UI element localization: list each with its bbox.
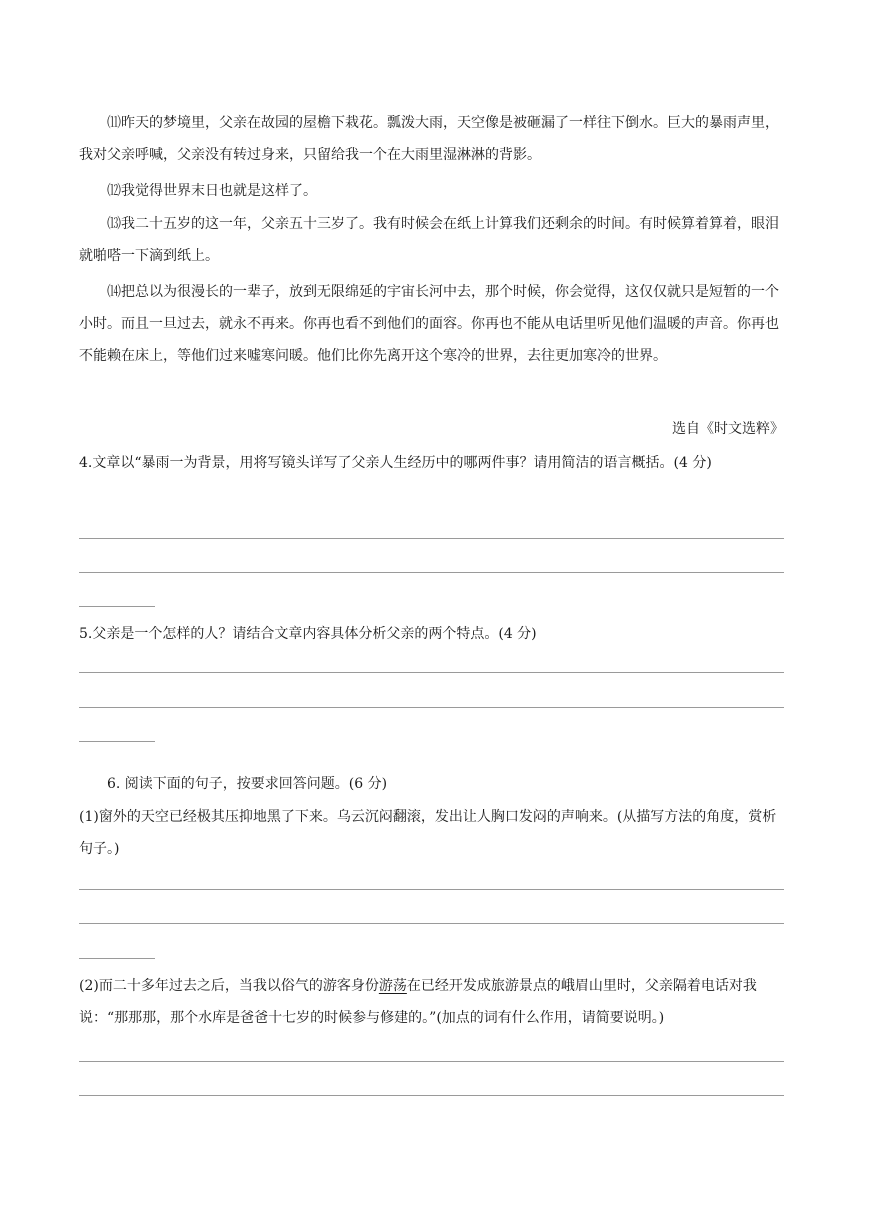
source-note: 选自《时文选粹》 — [672, 421, 784, 437]
answer-line-short[interactable] — [79, 741, 155, 742]
paragraph-12: ⑿我觉得世界末日也就是这样了。 — [107, 183, 317, 199]
paragraph-13: ⒀我二十五岁的这一年，父亲五十三岁了。我有时候会在纸上计算我们还剩余的时间。有时候算着算着，眼泪就啪嗒一下滴到纸上。 — [79, 216, 779, 264]
question-6-2 — [79, 970, 784, 1034]
answer-line-short[interactable] — [79, 958, 155, 959]
paragraph-14: ⒁把总以为很漫长的一辈子，放到无限绵延的宇宙长河中去，那个时候，你会觉得，这仅仅就只是短暂的一个小时。而且一旦过去，就永不再来。你再也看不到他们的面容。你再也不能从电话里听见他们温暖的声音。你再也不能赖在床上，等他们过来嘘寒问暖。他们比你先离开这个寒冷的世界，去往更加寒冷的世界。 — [79, 284, 779, 364]
answer-line[interactable] — [79, 672, 784, 673]
answer-line[interactable] — [79, 572, 784, 573]
paragraph-11: ⑾昨天的梦境里，父亲在故园的屋檐下栽花。瓢泼大雨，天空像是被砸漏了一样往下倒水。巨大的暴雨声里，我对父亲呼喊，父亲没有转过身来，只留给我一个在大雨里湿淋淋的背影。 — [79, 115, 779, 163]
question-6: 6. 阅读下面的句子，按要求回答问题。(6 分) — [107, 776, 388, 792]
question-5: 5.父亲是一个怎样的人？请结合文章内容具体分析父亲的两个特点。(4 分) — [79, 626, 537, 642]
answer-line[interactable] — [79, 1095, 784, 1096]
answer-line-short[interactable] — [79, 606, 155, 607]
answer-line[interactable] — [79, 889, 784, 890]
underlined-word: 游荡 — [378, 978, 407, 994]
answer-line[interactable] — [79, 538, 784, 539]
question-6-1: (1)窗外的天空已经极其压抑地黑了下来。乌云沉闷翻滚，发出让人胸口发闷的声响来。(从描写方法的角度，赏析句子。) — [79, 809, 777, 857]
answer-line[interactable] — [79, 1061, 784, 1062]
answer-line[interactable] — [79, 707, 784, 708]
answer-line[interactable] — [79, 923, 784, 924]
question-4: 4.文章以“暴雨一为背景，用将写镜头详写了父亲人生经历中的哪两件事？请用简洁的语言概括。(4 分) — [79, 455, 712, 471]
question-6-2-text-before: (2)而二十多年过去之后，当我以俗气的游客身份 — [79, 978, 379, 994]
question-6-2-text-after: 在已经开发成旅游景点的峨眉山里时，父亲隔着电话对我说：“那那那，那个水库是爸爸十七岁的时候参与修建的。”(加点的词有什么作用，请简要说明。) — [79, 978, 757, 1026]
